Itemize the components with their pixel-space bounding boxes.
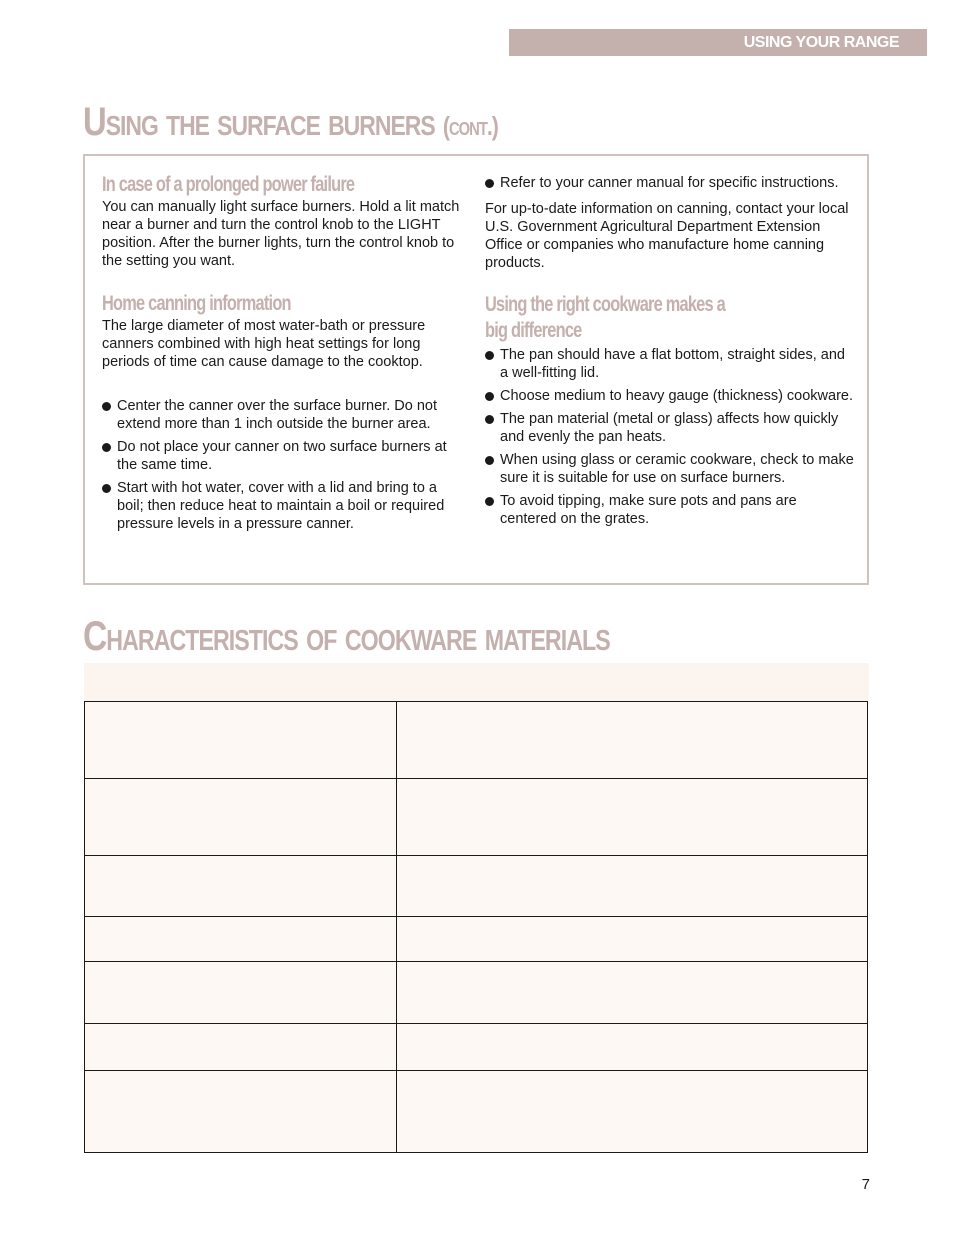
table-row [85,962,868,1024]
section-header-label: USING YOUR RANGE [743,33,899,51]
table-row [85,1024,868,1071]
bullet-icon [485,179,494,188]
right-cookware-bullet-list [485,346,857,528]
cookware-materials-table [84,701,868,1153]
canner-manual-bullet-list [485,174,857,192]
right-cookware-heading-line1: Using the right cookware makes a [485,293,725,316]
table-row [85,779,868,856]
bullet-text: The pan should have a flat bottom, straight sides, and a well-fitting lid. [500,347,845,381]
list-item [485,387,857,405]
title-cont-suffix: (cont.) [442,111,498,141]
characteristics-cell [397,1024,868,1071]
table-header-band [84,663,869,701]
characteristics-cell [397,779,868,856]
table-row [85,702,868,779]
bullet-icon [485,351,494,360]
material-cell [85,856,397,917]
characteristics-cell [397,856,868,917]
power-failure-text: You can manually light surface burners. Hold a lit match near a burner and turn the control knob to the LIGHT position. After the burner lights, turn the control knob to the setting you want. [102,199,460,269]
bullet-icon [102,402,111,411]
canning-info-text: For up-to-date information on canning, contact your local U.S. Government Agricultural Department Extension Office or companies who manufacture home canning products. [485,201,849,271]
bullet-icon [485,456,494,465]
list-item [102,397,467,433]
home-canning-heading: Home canning information [102,292,291,315]
bullet-icon [485,497,494,506]
bullet-icon [485,392,494,401]
surface-burners-info-box [83,154,869,585]
list-item [485,410,857,446]
left-column [102,156,467,538]
page-number: 7 [861,1176,870,1193]
list-item [485,451,857,487]
home-canning-bullet-list [102,397,467,533]
right-cookware-heading-line2: big difference [485,319,582,342]
material-cell [85,917,397,962]
bullet-icon [485,415,494,424]
material-cell [85,779,397,856]
material-cell [85,702,397,779]
bullet-icon [102,484,111,493]
table-row [85,917,868,962]
list-item [485,174,857,192]
bullet-text: When using glass or ceramic cookware, check to make sure it is suitable for use on surface burners. [500,452,854,486]
bullet-icon [102,443,111,452]
page-title-cookware-materials: Characteristics of cookware materials [83,612,610,659]
title-surface-burners-text: Using the surface burners [83,100,435,144]
home-canning-text: The large diameter of most water-bath or pressure canners combined with high heat settings for long periods of time can cause damage to the cooktop. [102,318,426,370]
right-column [485,156,857,533]
bullet-text: To avoid tipping, make sure pots and pans are centered on the grates. [500,493,797,527]
list-item [102,438,467,474]
page-title-surface-burners [83,100,498,145]
characteristics-cell [397,702,868,779]
material-cell [85,1024,397,1071]
list-item [485,492,857,528]
bullet-text: Refer to your canner manual for specific instructions. [500,175,839,191]
section-header-tab [509,29,927,56]
bullet-text: Do not place your canner on two surface burners at the same time. [117,439,447,473]
bullet-text: Center the canner over the surface burner. Do not extend more than 1 inch outside the burner area. [117,398,437,432]
material-cell [85,962,397,1024]
list-item [485,346,857,382]
characteristics-cell [397,962,868,1024]
characteristics-cell [397,917,868,962]
bullet-text: Start with hot water, cover with a lid and bring to a boil; then reduce heat to maintain a boil or required pressure levels in a pressure canner. [117,480,445,532]
list-item [102,479,467,533]
material-cell [85,1071,397,1153]
table-row [85,856,868,917]
bullet-text: Choose medium to heavy gauge (thickness) cookware. [500,388,854,404]
characteristics-cell [397,1071,868,1153]
power-failure-heading: In case of a prolonged power failure [102,173,355,196]
table-row [85,1071,868,1153]
bullet-text: The pan material (metal or glass) affects how quickly and evenly the pan heats. [500,411,839,445]
